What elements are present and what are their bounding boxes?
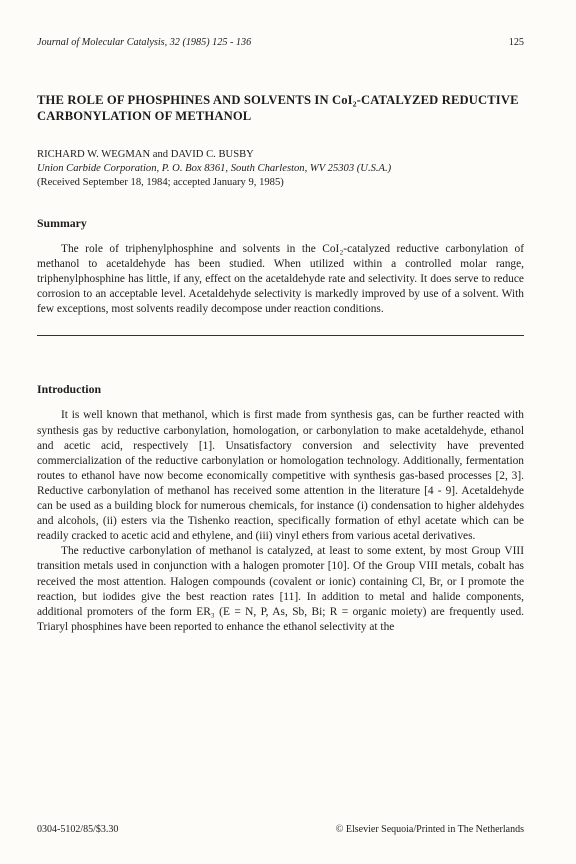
author-affiliation: Union Carbide Corporation, P. O. Box 8361, South Charleston, WV 25303 (U.S.A.) xyxy=(37,163,392,174)
article-title: THE ROLE OF PHOSPHINES AND SOLVENTS IN CoI₂-CATALYZED REDUCTIVE CARBONYLATION OF METHANOL xyxy=(37,93,519,123)
journal-citation: Journal of Molecular Catalysis, 32 (1985) 125 - 136 xyxy=(37,37,252,48)
summary-paragraph: The role of triphenylphosphine and solvents in the CoI₂-catalyzed reductive carbonylation of methanol to acetaldehyde has been studied. When utilized within a controlled molar range, triphenylphosphine has little, if any, effect on the acetaldehyde rate and selectivity. It does serve to reduce corrosion to an acceptable level. Acetaldehyde selectivity is markedly improved by use of a solvent. With few exceptions, most solvents readily decompose under reaction conditions. xyxy=(37,243,524,316)
introduction-heading: Introduction xyxy=(37,382,102,397)
intro-paragraph-2: The reductive carbonylation of methanol is catalyzed, at least to some extent, by most Group VIII transition metals used in conjunction with a halogen promoter [10]. Of the Group VIII metals, cobalt has received the most attention. Halogen compounds (covalent or ionic) containing Cl, Br, or I promote the reaction, but iodides give the best reaction rates [11]. In addition to metal and halide components, additional promoters of the form ER₃ (E = N, P, As, Sb, Bi; R = organic moiety) are frequently used. Triaryl phosphines have been reported to enhance the ethanol selectivity at the xyxy=(37,545,524,633)
intro-paragraph-1: It is well known that methanol, which is first made from synthesis gas, can be further reacted with synthesis gas by reductive carbonylation, homologation, or carbonylation to make acetaldehyde, ethanol and acetic acid, respectively [1]. Unsatisfactory conversion and selectivity have prevented commercialization of the reductive carbonylation or homologation technology. Additionally, fermentation routes to ethanol have now become economically competitive with synthesis gas-based processes [2, 3]. Reductive carbonylation of methanol has received some attention in the literature [4 - 9]. Acetaldehyde can be used as a building block for numerous chemicals, for instance (i) condensation to higher aldehydes and alcohols, (ii) esters via the Tishenko reaction, specifically formation of ethyl acetate which can be readily cracked to acetic acid and ethylene, and (iii) vinyl ethers from various acetal derivatives. xyxy=(37,409,524,543)
page-footer xyxy=(37,824,524,836)
page-number: 125 xyxy=(508,37,524,48)
running-header xyxy=(37,36,524,49)
author-list: RICHARD W. WEGMAN and DAVID C. BUSBY xyxy=(37,149,254,160)
article-code: 0304-5102/85/$3.30 xyxy=(37,824,119,835)
publisher-notice: © Elsevier Sequoia/Printed in The Netherlands xyxy=(335,824,524,835)
summary-heading: Summary xyxy=(37,216,87,230)
received-dates: (Received September 18, 1984; accepted January 9, 1985) xyxy=(37,177,284,188)
section-divider xyxy=(37,335,524,336)
article-page xyxy=(37,36,524,635)
